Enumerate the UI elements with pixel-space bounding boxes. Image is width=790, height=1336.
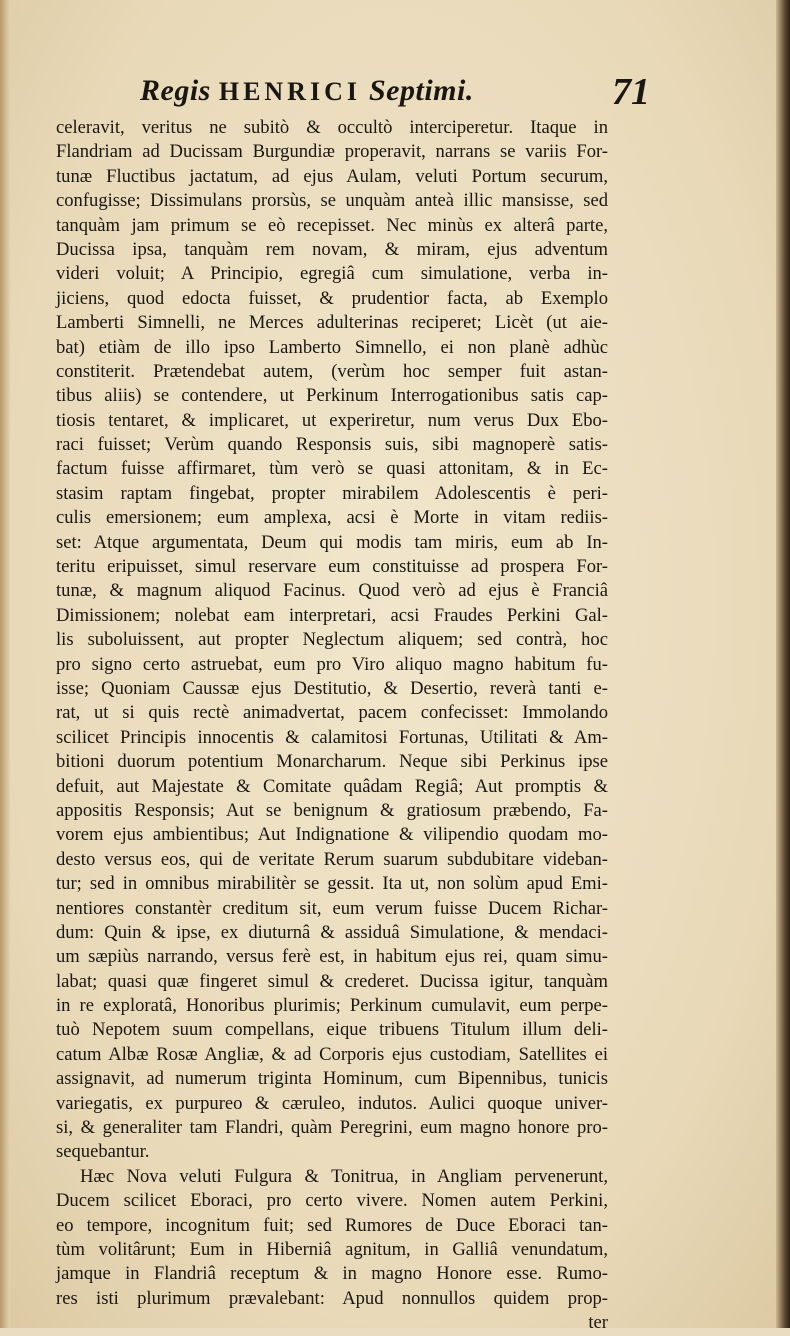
text-line: teritu eripuisset, simul reservare eum constituisse ad prospera For-: [56, 556, 608, 578]
text-line: jiciens, quod edocta fuisset, & prudentior facta, ab Exemplo: [56, 287, 608, 309]
text-line: lis suboluissent, aut propter Neglectum aliquem; sed contrà, hoc: [56, 629, 608, 651]
text-line: tur; sed in omnibus mirabilitèr se gessit. Ita ut, non solùm apud Emi-: [56, 873, 608, 895]
text-line: catum Albæ Rosæ Angliæ, & ad Corporis ejus custodiam, Satellites ei: [56, 1043, 608, 1065]
text-line: appositis Responsis; Aut se benignum & gratiosum præbendo, Fa-: [56, 799, 608, 821]
text-line: Ducem scilicet Eboraci, pro certo vivere. Nomen autem Perkini,: [56, 1190, 608, 1212]
body-text: [56, 116, 608, 1336]
text-line: isse; Quoniam Caussæ ejus Destitutio, & Desertio, reverà tanti e-: [56, 677, 608, 699]
text-line: vorem ejus ambientibus; Aut Indignatione & vilipendio quodam mo-: [56, 824, 608, 846]
text-line: jamque in Flandriâ receptum & in magno Honore esse. Rumo-: [56, 1263, 608, 1285]
text-line: labat; quasi quæ fingeret simul & crederet. Ducissa igitur, tanquàm: [56, 970, 608, 992]
text-line: set: Atque argumentata, Deum qui modis tam miris, eum ab In-: [56, 531, 608, 553]
text-line: bat) etiàm de illo ipso Lamberto Simnello, ei non planè adhùc: [56, 336, 608, 358]
text-line: variegatis, ex purpureo & cæruleo, indutos. Aulici quoque univer-: [56, 1092, 608, 1114]
text-line: res isti plurimum prævalebant: Apud nonnullos quidem prop-: [56, 1287, 608, 1309]
text-line: sequebantur.: [56, 1141, 150, 1163]
text-line: um sæpiùs narrando, versus ferè est, in habitum ejus rei, quam simu-: [56, 946, 608, 968]
text-line: confugisse; Dissimulans prorsùs, se unquàm anteà illic mansisse, sed: [56, 190, 608, 212]
text-line: scilicet Principis innocentis & calamitosi Fortunas, Utilitati & Am-: [56, 726, 608, 748]
running-head-prefix: Regis: [140, 74, 219, 107]
text-line: stasim raptam fingebat, propter mirabilem Adolescentis è peri-: [56, 482, 608, 504]
text-line: Hæc Nova veluti Fulgura & Tonitrua, in Angliam pervenerunt,: [80, 1165, 608, 1187]
text-line: assignavit, ad numerum triginta Hominum, cum Bipennibus, tunicis: [56, 1068, 608, 1090]
running-head-name: HENRICI: [218, 77, 361, 106]
text-line: desto versus eos, qui de veritate Rerum suarum subdubitare videban-: [56, 848, 608, 870]
text-line: factum fuisse affirmaret, tùm verò se quasi attonitam, & in Ec-: [56, 458, 608, 480]
text-line: nentiores constantèr creditum sit, eum verum fuisse Ducem Richar-: [56, 897, 608, 919]
text-line: tiosis tentaret, & implicaret, ut experiretur, num verus Dux Ebo-: [56, 409, 608, 431]
running-head-suffix: Septimi.: [360, 74, 474, 107]
text-line: in re exploratâ, Honoribus plurimis; Perkinum cumulavit, eum perpe-: [56, 995, 608, 1017]
text-line: rat, ut si quis rectè animadvertat, pacem confecisset: Immolando: [56, 702, 608, 724]
page-number: 71: [612, 71, 650, 113]
text-line: raci fuisset; Verùm quando Responsis suis, sibi magnoperè satis-: [56, 434, 608, 456]
text-line: tùm volitârunt; Eum in Hiberniâ agnitum, in Galliâ venundatum,: [56, 1238, 608, 1260]
text-line: tuò Nepotem suum compellans, eique tribuens Titulum illum deli-: [56, 1019, 608, 1041]
catchword: ter: [588, 1312, 608, 1334]
text-line: tanquàm jam primum se eò recepisset. Nec minùs ex alterâ parte,: [56, 214, 608, 236]
text-line: eo tempore, incognitum fuit; sed Rumores de Duce Eboraci tan-: [56, 1214, 608, 1236]
running-head: [140, 74, 660, 114]
text-line: culis emersionem; eum amplexa, acsi è Morte in vitam rediis-: [56, 507, 608, 529]
text-line: pro signo certo astruebat, eum pro Viro aliquo magno habitum fu-: [56, 653, 608, 675]
text-line: tunæ, & magnum aliquod Facinus. Quod verò ad ejus è Franciâ: [56, 580, 608, 602]
page-gutter-shadow: [776, 0, 790, 1328]
text-line: tunæ Fluctibus jactatum, ad ejus Aulam, veluti Portum securum,: [56, 165, 608, 187]
text-line: Flandriam ad Ducissam Burgundiæ properavit, narrans se variis For-: [56, 141, 608, 163]
text-line: Dimissionem; nolebat eam interpretari, acsi Fraudes Perkini Gal-: [56, 604, 608, 626]
text-line: dum: Quin & ipse, ex diuturnâ & assiduâ Simulatione, & mendaci-: [56, 921, 608, 943]
text-line: defuit, aut Majestate & Comitate quâdam Regiâ; Aut promptis &: [56, 775, 608, 797]
text-line: videri voluit; A Principio, egregiâ cum simulatione, verba in-: [56, 263, 608, 285]
text-line: constiterit. Prætendebat autem, (verùm hoc semper fuit astan-: [56, 360, 608, 382]
page-left-edge: [0, 0, 10, 1328]
text-line: Lamberti Simnelli, ne Merces adulterinas reciperet; Licèt (ut aie-: [56, 312, 608, 334]
text-line: tibus aliis) se contendere, ut Perkinum Interrogationibus satis cap-: [56, 385, 608, 407]
text-line: bitioni duorum potentium Monarcharum. Neque sibi Perkinus ipse: [56, 751, 608, 773]
text-line: celeravit, veritus ne subitò & occultò interciperetur. Itaque in: [56, 117, 608, 138]
text-line: si, & generaliter tam Flandri, quàm Peregrini, eum magno honore pro-: [56, 1117, 608, 1139]
text-line: Ducissa ipsa, tanquàm rem novam, & miram, ejus adventum: [56, 238, 608, 260]
